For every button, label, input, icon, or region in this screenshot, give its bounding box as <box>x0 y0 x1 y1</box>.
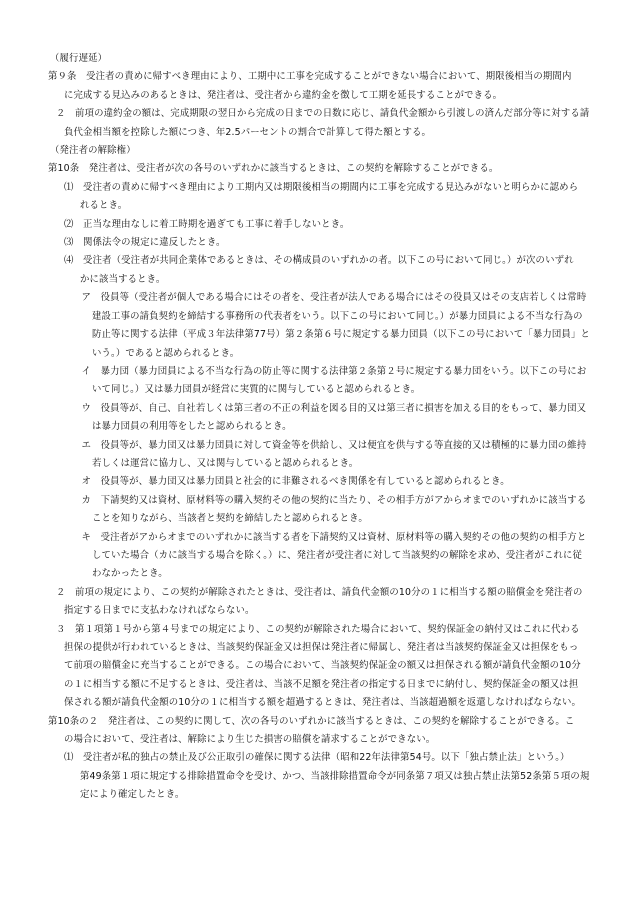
text-line: は暴力団員の利用等をしたと認められるとき。 <box>92 421 292 433</box>
text-line: オ 役員等が、暴力団又は暴力団員と社会的に非難されるべき関係を有していると認められるとき。 <box>72 476 510 488</box>
text-line: いう。）であると認められるとき。 <box>92 347 240 359</box>
text-line: イ 暴力団（暴力団員による不当な行為の防止等に関する法律第２条第２号に規定する暴力団をいう。以下この号にお <box>72 365 587 377</box>
text-line: ⑴ 受注者の責めに帰すべき理由により工期内又は期限後相当の期間内に工事を完成する見込みがないと明らかに認めら <box>64 181 579 193</box>
text-line: ことを知りながら、当該者と契約を締結したと認められるとき。 <box>92 513 368 525</box>
text-line: キ 受注者がアからオまでのいずれかに該当する者を下請契約又は資材、原材料等の購入契約その他の契約の相手方と <box>72 531 587 543</box>
text-line: 定により確定したとき。 <box>80 789 185 801</box>
text-line: （発注者の解除権） <box>50 145 136 157</box>
text-line: 第10条の２ 発注者は、この契約に関して、次の各号のいずれかに該当するときは、この契約を解除することができる。こ <box>48 715 575 727</box>
text-line: ⑶ 関係法令の規定に違反したとき。 <box>64 237 226 249</box>
text-line: ウ 役員等が、自己、自社若しくは第三者の不正の利益を図る目的又は第三者に損害を加える目的をもって、暴力団又 <box>72 402 587 414</box>
text-line: 第10条 発注者は、受注者が次の各号のいずれかに該当するときは、この契約を解除することができる。 <box>48 163 499 175</box>
text-line: 建設工事の請負契約を締結する事務所の代表者をいう。以下この号において同じ。）が暴力団員による不当な行為の <box>92 310 583 322</box>
text-line: いて同じ。）又は暴力団員が経営に実質的に関与していると認められるとき。 <box>92 384 421 396</box>
text-line: 防止等に関する法律（平成３年法律第77号）第２条第６号に規定する暴力団員（以下この号において「暴力団員」と <box>92 329 591 341</box>
text-line: ３ 第１項第１号から第４号までの規定により、この契約が解除された場合において、契約保証金の納付又はこれに代わる <box>56 623 580 635</box>
text-line: 若しくは運営に協力し、又は関与していると認められるとき。 <box>92 457 359 469</box>
text-line: （履行遅延） <box>50 53 108 64</box>
text-line: ア 役員等（受注者が個人である場合にはその者を、受注者が法人である場合にはその役員又はその支店若しくは常時 <box>72 292 587 304</box>
text-line: 保される額が請負代金額の10分の１に相当する額を超過するときは、発注者は、当該超過額を返還しなければならない。 <box>64 697 582 709</box>
document-body <box>48 50 592 805</box>
text-line: ⑴ 受注者が私的独占の禁止及び公正取引の確保に関する法律（昭和22年法律第54号。以下「独占禁止法」という。） <box>64 752 570 764</box>
text-line: れるとき。 <box>80 200 128 212</box>
text-line: の１に相当する額に不足するときは、受注者は、当該不足額を発注者の指定する日までに納付し、契約保証金の額又は担 <box>64 678 579 690</box>
text-line: に完成する見込みのあるときは、発注者は、受注者から違約金を徴して工期を延長することができる。 <box>64 89 503 101</box>
text-line: ⑷ 受注者（受注者が共同企業体であるときは、その構成員のいずれかの者。以下この号において同じ。）が次のいずれ <box>64 255 574 267</box>
text-line: ２ 前項の違約金の額は、完成期限の翌日から完成の日までの日数に応じ、請負代金額から引渡しの済んだ部分等に対する請 <box>56 108 590 120</box>
text-line: かに該当するとき。 <box>80 273 166 285</box>
text-line: 指定する日までに支払わなければならない。 <box>64 605 255 617</box>
text-line: 第49条第１項に規定する排除措置命令を受け、かつ、当該排除措置命令が同条第７項又は独占禁止法第52条第５項の規 <box>80 770 590 782</box>
text-line: 負代金相当額を控除した額につき、年2.5パーセントの割合で計算して得た額とする。 <box>64 126 432 138</box>
text-line: エ 役員等が、暴力団又は暴力団員に対して資金等を供給し、又は便宜を供与する等直接的又は積極的に暴力団の維持 <box>72 439 587 451</box>
text-line: カ 下請契約又は資材、原材料等の購入契約その他の契約に当たり、その相手方がアからオまでのいずれかに該当する <box>72 494 587 506</box>
text-line: していた場合（カに該当する場合を除く。）に、発注者が受注者に対して当該契約の解除を求め、受注者がこれに従 <box>92 549 583 561</box>
text-line: の場合において、受注者は、解除により生じた損害の賠償を請求することができない。 <box>64 734 436 746</box>
text-line: ２ 前項の規定により、この契約が解除されたときは、受注者は、請負代金額の10分の１に相当する額の賠償金を発注者の <box>56 586 583 598</box>
text-line: ⑵ 正当な理由なしに着工時期を過ぎても工事に着手しないとき。 <box>64 218 350 230</box>
text-line: わなかったとき。 <box>92 568 168 580</box>
text-line: て前項の賠償金に充当することができる。この場合において、当該契約保証金の額又は担保される額が請負代金額の10分 <box>64 660 581 672</box>
text-line: 担保の提供が行われているときは、当該契約保証金又は担保は発注者に帰属し、発注者は当該契約保証金又は担保をもっ <box>64 642 579 653</box>
text-line: 第９条 受注者の責めに帰すべき理由により、工期中に工事を完成することができない場合において、期限後相当の期間内 <box>48 71 572 83</box>
